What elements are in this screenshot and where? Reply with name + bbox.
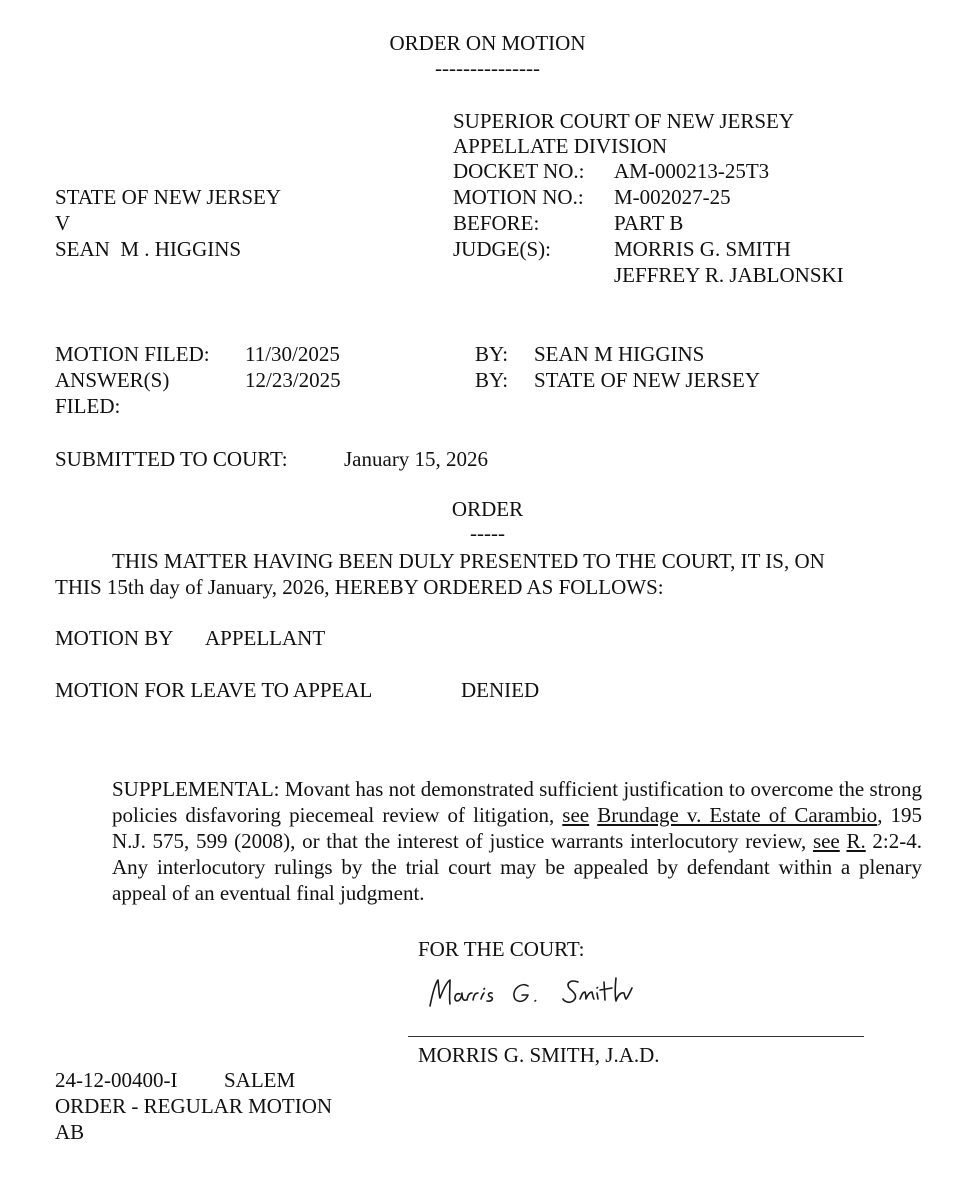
motion-filed-date: 11/30/2025 bbox=[245, 342, 340, 366]
supplemental-text: , 195 N.J. 575, 599 (2008), or that the interest of justice warrants interlocutory review, bbox=[112, 803, 923, 853]
see-signal: see bbox=[812, 829, 840, 853]
document-title: ORDER ON MOTION bbox=[389, 31, 586, 55]
judges-label: JUDGE(S): bbox=[453, 237, 551, 261]
motion-type: MOTION FOR LEAVE TO APPEAL bbox=[55, 678, 373, 702]
signer-name: MORRIS G. SMITH, J.A.D. bbox=[418, 1043, 660, 1067]
see-signal: see bbox=[562, 803, 590, 827]
caption-versus: V bbox=[55, 211, 71, 235]
motion-number-label: MOTION NO.: bbox=[453, 185, 584, 209]
answer-by-label: BY: bbox=[475, 368, 509, 392]
submitted-date: January 15, 2026 bbox=[344, 447, 489, 471]
answer-date: 12/23/2025 bbox=[245, 368, 341, 392]
case-citation: Brundage v. Estate of Carambio bbox=[597, 803, 878, 827]
court-division: APPELLATE DIVISION bbox=[453, 134, 668, 158]
motion-result: DENIED bbox=[461, 678, 540, 702]
judge-name: MORRIS G. SMITH bbox=[614, 237, 791, 261]
answer-by-party: STATE OF NEW JERSEY bbox=[534, 368, 761, 392]
before-value: PART B bbox=[614, 211, 684, 235]
judge-name: JEFFREY R. JABLONSKI bbox=[614, 263, 844, 287]
docket-label: DOCKET NO.: bbox=[453, 159, 585, 183]
motion-by-label: BY: bbox=[475, 342, 509, 366]
supplemental-paragraph bbox=[112, 776, 922, 906]
rule-citation: R. bbox=[846, 829, 866, 853]
footer-county: SALEM bbox=[224, 1068, 296, 1092]
footer-case-code: 24-12-00400-I bbox=[55, 1068, 178, 1092]
answer-filed-label: FILED: bbox=[55, 394, 121, 418]
motion-by-type-value: APPELLANT bbox=[205, 626, 326, 650]
order-preamble-line2: THIS 15th day of January, 2026, HEREBY ORDERED AS FOLLOWS: bbox=[55, 575, 664, 599]
court-name: SUPERIOR COURT OF NEW JERSEY bbox=[453, 109, 795, 133]
footer-order-type: ORDER - REGULAR MOTION bbox=[55, 1094, 333, 1118]
caption-defendant: SEAN M . HIGGINS bbox=[55, 237, 242, 261]
order-heading-rule: ----- bbox=[470, 521, 505, 545]
motion-by-type-label: MOTION BY bbox=[55, 626, 174, 650]
motion-filed-label: MOTION FILED: bbox=[55, 342, 210, 366]
handwritten-signature bbox=[420, 968, 660, 1020]
order-preamble-line1: THIS MATTER HAVING BEEN DULY PRESENTED TO THE COURT, IT IS, ON bbox=[112, 549, 825, 573]
supplemental-text bbox=[589, 803, 597, 827]
signature-line bbox=[408, 1036, 864, 1037]
before-label: BEFORE: bbox=[453, 211, 540, 235]
docket-number: AM-000213-25T3 bbox=[614, 159, 770, 183]
for-the-court-label: FOR THE COURT: bbox=[418, 937, 585, 961]
order-heading: ORDER bbox=[451, 497, 524, 521]
supplemental-text: 2:2-4. Any interlocutory rulings by the trial court may be appealed by defendant within a plenary appeal of an eventual final judgment. bbox=[112, 829, 923, 905]
title-rule: --------------- bbox=[435, 56, 540, 80]
motion-by-party: SEAN M HIGGINS bbox=[534, 342, 705, 366]
supplemental-text: SUPPLEMENTAL: Movant has not demonstrated sufficient justification to overcome the strong policies disfavoring piecemeal review of litigation, bbox=[112, 777, 922, 827]
submitted-label: SUBMITTED TO COURT: bbox=[55, 447, 288, 471]
answer-label: ANSWER(S) bbox=[55, 368, 170, 392]
footer-initials: AB bbox=[55, 1120, 85, 1144]
caption-plaintiff: STATE OF NEW JERSEY bbox=[55, 185, 282, 209]
motion-number: M-002027-25 bbox=[614, 185, 731, 209]
